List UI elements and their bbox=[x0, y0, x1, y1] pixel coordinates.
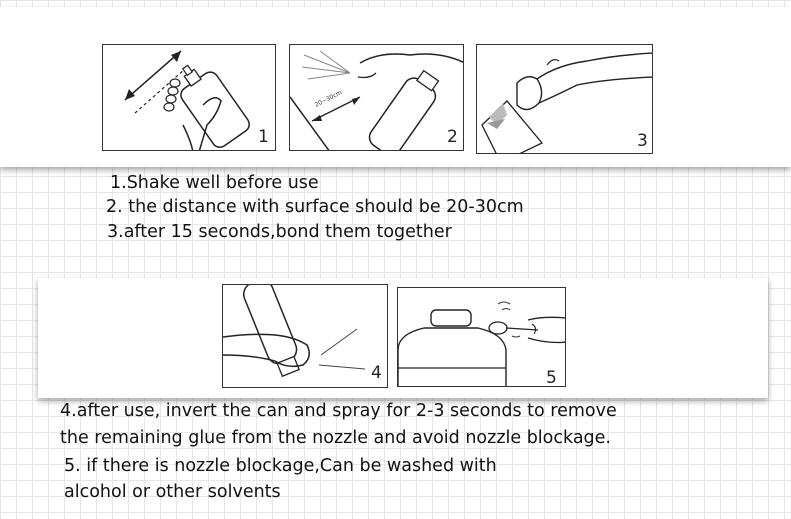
shake-can-icon bbox=[103, 45, 276, 151]
step-panel-2 bbox=[289, 44, 464, 151]
instruction-line-6: 5. if there is nozzle blockage,Can be washed with bbox=[64, 456, 497, 476]
instruction-line-7: alcohol or other solvents bbox=[64, 482, 281, 502]
step-panel-1 bbox=[102, 44, 276, 151]
spray-distance-icon bbox=[290, 45, 464, 151]
step-number-2: 2 bbox=[447, 127, 458, 147]
distance-label: 20~30cm bbox=[313, 89, 344, 109]
invert-spray-icon bbox=[223, 285, 388, 388]
instruction-line-4: 4.after use, invert the can and spray for 2-3 seconds to remove bbox=[60, 401, 617, 421]
instruction-line-1: 1.Shake well before use bbox=[110, 173, 319, 193]
step-panel-3 bbox=[476, 44, 653, 154]
instruction-line-2: 2. the distance with surface should be 20-30cm bbox=[106, 197, 524, 217]
step-number-3: 3 bbox=[637, 131, 648, 151]
instruction-line-5: the remaining glue from the nozzle and avoid nozzle blockage. bbox=[60, 428, 611, 448]
instruction-line-3: 3.after 15 seconds,bond them together bbox=[107, 222, 452, 242]
step-number-4: 4 bbox=[371, 363, 382, 383]
step-panel-5 bbox=[397, 287, 566, 387]
step-number-1: 1 bbox=[258, 127, 269, 147]
wash-nozzle-icon bbox=[398, 288, 566, 387]
bond-together-icon bbox=[477, 45, 653, 154]
step-panel-4 bbox=[222, 284, 388, 388]
step-number-5: 5 bbox=[546, 368, 557, 387]
